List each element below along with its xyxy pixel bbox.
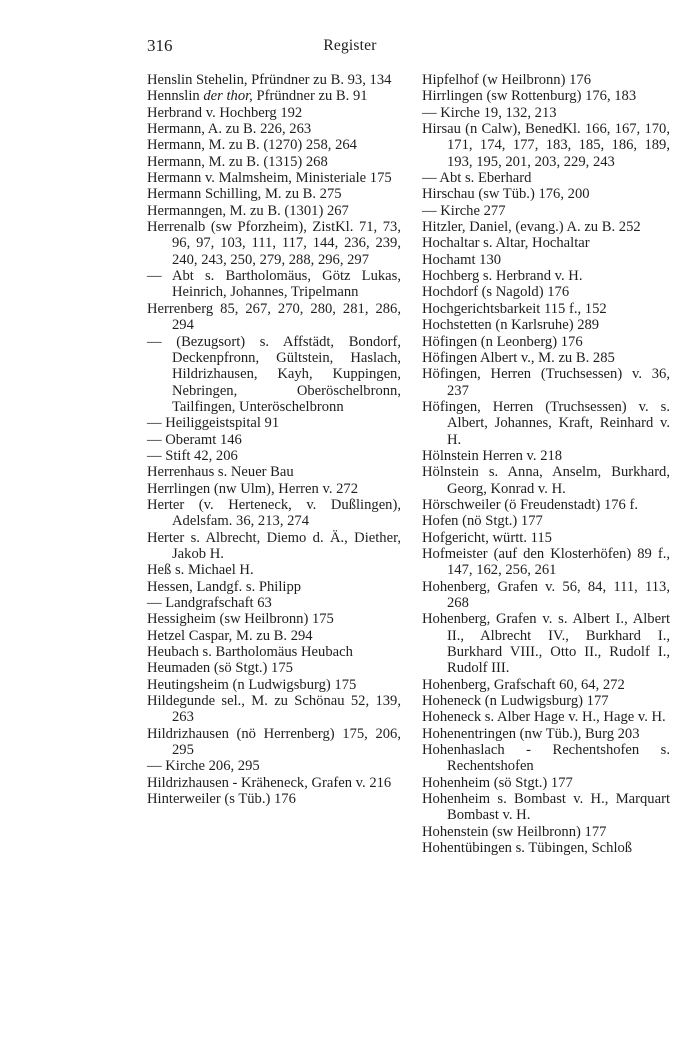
- index-entry: — Abt s. Bartholomäus, Götz Lukas, Heinrich, Johannes, Tripelmann: [147, 268, 401, 301]
- index-entry: — Abt s. Eberhard: [422, 170, 532, 187]
- index-entry: Hitzler, Daniel, (evang.) A. zu B. 252: [422, 219, 641, 236]
- index-entry: Henslin Stehelin, Pfründner zu B. 93, 134: [147, 72, 392, 88]
- index-entry: Hoheneck s. Alber Hage v. H., Hage v. H.: [422, 709, 666, 726]
- index-entry: [147, 88, 401, 104]
- entry-italic-text: der thor,: [203, 88, 253, 105]
- index-entry: — Kirche 277: [422, 202, 506, 219]
- index-entry: Herrenhaus s. Neuer Bau: [147, 464, 294, 481]
- index-entry: Hipfelhof (w Heilbronn) 176: [422, 72, 592, 88]
- index-entry: Höfingen, Herren (Truchsessen) v. 36, 237: [422, 366, 670, 399]
- index-entry: Hohenberg, Grafschaft 60, 64, 272: [422, 676, 625, 693]
- index-entry: — Heiliggeistspital 91: [147, 415, 280, 432]
- index-entry: Höfingen, Herren (Truchsessen) v. s. Albert, Johannes, Kraft, Reinhard v. H.: [422, 398, 670, 448]
- index-entry: Heumaden (sö Stgt.) 175: [147, 660, 293, 677]
- index-entry: Hessigheim (sw Heilbronn) 175: [147, 611, 334, 628]
- index-column-right: [422, 72, 670, 857]
- index-entry: Hölnstein s. Anna, Anselm, Burkhard, Georg, Konrad v. H.: [422, 464, 670, 497]
- index-entry: Hofmeister (auf den Klosterhöfen) 89 f., 147, 162, 256, 261: [422, 545, 670, 579]
- index-entry: Höfingen Albert v., M. zu B. 285: [422, 349, 615, 366]
- index-entry: Hochaltar s. Altar, Hochaltar: [422, 235, 590, 252]
- index-entry: Hohenstein (sw Heilbronn) 177: [422, 823, 607, 840]
- index-entry: — Stift 42, 206: [147, 447, 238, 464]
- index-entry: Herter s. Albrecht, Diemo d. Ä., Diether, Jakob H.: [147, 529, 401, 562]
- index-entry: — Kirche 206, 295: [147, 758, 260, 775]
- index-entry: Heutingsheim (n Ludwigsburg) 175: [147, 676, 357, 693]
- index-entry: Hildrizhausen - Kräheneck, Grafen v. 216: [147, 774, 392, 791]
- index-entry: Hohenheim s. Bombast v. H., Marquart Bombast v. H.: [422, 791, 670, 824]
- index-entry: Hildegunde sel., M. zu Schönau 52, 139, 263: [147, 693, 401, 726]
- index-entry: Hermann, M. zu B. (1270) 258, 264: [147, 137, 357, 154]
- index-entry: Hoheneck (n Ludwigsburg) 177: [422, 693, 609, 710]
- index-entry: Hermann, A. zu B. 226, 263: [147, 121, 312, 138]
- index-entry: Herrlingen (nw Ulm), Herren v. 272: [147, 480, 359, 497]
- index-entry: Herter (v. Herteneck, v. Dußlingen), Adelsfam. 36, 213, 274: [147, 496, 401, 530]
- index-entry: Hohenberg, Grafen v. s. Albert I., Albert II., Albrecht IV., Burkhard I., Burkhard VIII., Otto II., Rudolf I., Rudolf III.: [422, 611, 670, 677]
- index-entry: Hohenentringen (nw Tüb.), Burg 203: [422, 725, 640, 742]
- index-entry: Hohenheim (sö Stgt.) 177: [422, 774, 573, 791]
- index-entry: Hirsau (n Calw), BenedKl. 166, 167, 170, 171, 174, 177, 183, 185, 186, 189, 193, 195, 201, 203, 229, 243: [422, 121, 670, 170]
- index-entry: Hohentübingen s. Tübingen, Schloß: [422, 840, 633, 857]
- index-entry: — Kirche 19, 132, 213: [422, 104, 557, 121]
- index-column-left: [147, 72, 401, 807]
- index-entry: Hofgericht, württ. 115: [422, 529, 552, 546]
- index-entry: Hochstetten (n Karlsruhe) 289: [422, 317, 600, 334]
- page-number: 316: [147, 36, 173, 55]
- index-entry: Hohenhaslach - Rechentshofen s. Rechentshofen: [422, 742, 670, 775]
- index-entry: Herrenalb (sw Pforzheim), ZistKl. 71, 73, 96, 97, 103, 111, 117, 144, 236, 239, 240, 243, 250, 279, 288, 296, 297: [147, 219, 401, 268]
- index-entry: Hetzel Caspar, M. zu B. 294: [147, 627, 313, 644]
- index-entry: Hermann Schilling, M. zu B. 275: [147, 186, 342, 203]
- index-entry: Hölnstein Herren v. 218: [422, 447, 563, 464]
- index-entry: Hermann, M. zu B. (1315) 268: [147, 153, 328, 170]
- running-head: Register: [323, 37, 377, 54]
- index-entry: Hohenberg, Grafen v. 56, 84, 111, 113, 268: [422, 578, 670, 611]
- index-entry: Höfingen (n Leonberg) 176: [422, 333, 583, 350]
- index-entry: Heß s. Michael H.: [147, 562, 254, 579]
- index-entry: — (Bezugsort) s. Affstädt, Bondorf, Deckenpfronn, Gültstein, Haslach, Hildrizhausen, Kayh, Kuppingen, Nebringen, Oberöschelbronn, Tailfingen, Unteröschelbronn: [147, 333, 401, 415]
- index-entry: Hirrlingen (sw Rottenburg) 176, 183: [422, 88, 637, 105]
- index-entry: Hochdorf (s Nagold) 176: [422, 284, 570, 301]
- index-entry: Herbrand v. Hochberg 192: [147, 104, 303, 121]
- index-entry: — Oberamt 146: [147, 431, 242, 448]
- index-entry: Hermanngen, M. zu B. (1301) 267: [147, 202, 349, 219]
- index-entry: Heubach s. Bartholomäus Heubach: [147, 644, 353, 661]
- index-entry: Hörschweiler (ö Freudenstadt) 176 f.: [422, 496, 639, 513]
- index-entry: Hildrizhausen (nö Herrenberg) 175, 206, 295: [147, 725, 401, 759]
- entry-text: Pfründner zu B. 91: [252, 88, 368, 105]
- index-entry: Hinterweiler (s Tüb.) 176: [147, 791, 296, 808]
- index-entry: Hochamt 130: [422, 251, 502, 268]
- index-entry: Herrenberg 85, 267, 270, 280, 281, 286, 294: [147, 300, 401, 334]
- index-entry: Hochgerichtsbarkeit 115 f., 152: [422, 300, 607, 317]
- index-entry: Hermann v. Malmsheim, Ministeriale 175: [147, 170, 392, 187]
- index-entry: Hirschau (sw Tüb.) 176, 200: [422, 186, 590, 203]
- index-entry: Hessen, Landgf. s. Philipp: [147, 578, 302, 595]
- index-entry: — Landgrafschaft 63: [147, 595, 272, 611]
- index-entry: Hochberg s. Herbrand v. H.: [422, 268, 583, 285]
- index-entry: Hofen (nö Stgt.) 177: [422, 513, 543, 530]
- entry-text: Hennslin: [147, 88, 204, 105]
